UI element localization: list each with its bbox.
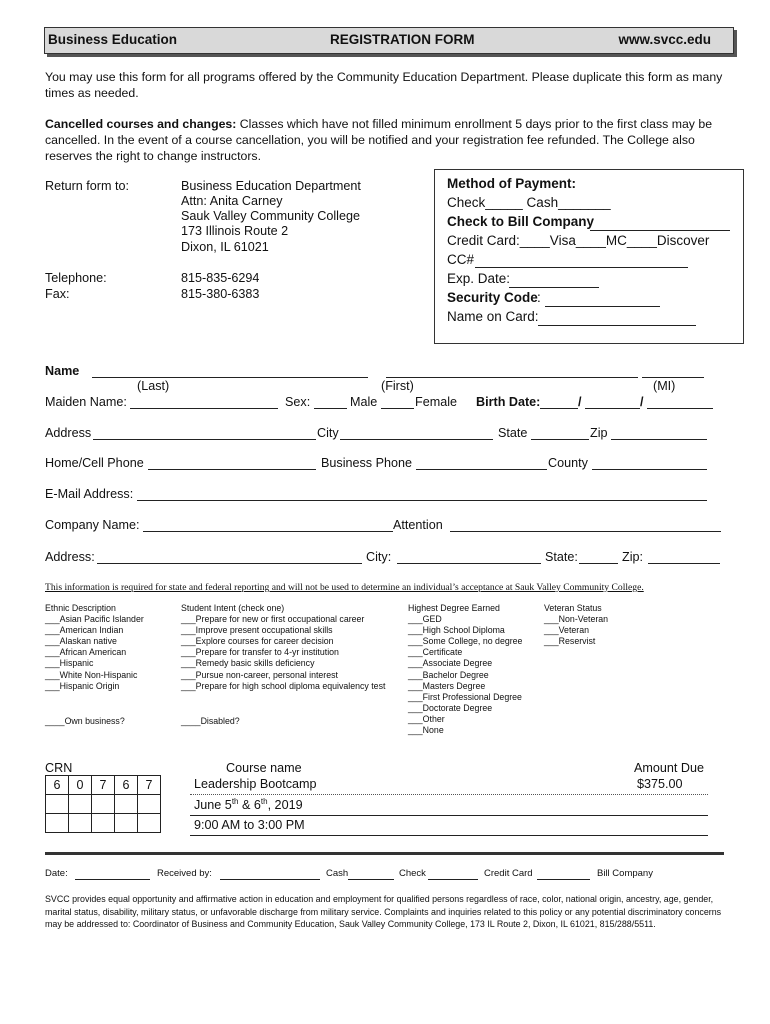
first-caption: (First) <box>381 379 414 393</box>
intent-option[interactable]: ___Pursue non-career, personal interest <box>181 669 338 680</box>
company-city-label: City: <box>366 550 392 564</box>
name-label: Name <box>45 364 80 378</box>
return-line: Sauk Valley Community College <box>181 209 360 223</box>
ethnic-option[interactable]: ___Asian Pacific Islander <box>45 614 144 625</box>
payment-security-label: Security Code <box>447 290 538 305</box>
degree-option[interactable]: ___Some College, no degree <box>408 636 523 647</box>
return-line: Dixon, IL 61021 <box>181 240 269 254</box>
crn-cell[interactable] <box>69 814 92 833</box>
intent-option[interactable]: ___Prepare for new or first occupational career <box>181 614 365 625</box>
fax-value: 815-380-6383 <box>181 287 260 301</box>
intent-option[interactable]: ___Prepare for transfer to 4-yr institution <box>181 647 339 658</box>
home-phone-label: Home/Cell Phone <box>45 456 144 470</box>
return-line: Attn: Anita Carney <box>181 194 283 208</box>
company-address-label: Address: <box>45 550 95 564</box>
business-phone-label: Business Phone <box>321 456 413 470</box>
office-bill-label: Bill Company <box>597 868 653 879</box>
company-state-label: State: <box>545 550 578 564</box>
return-label: Return form to: <box>45 179 129 193</box>
course-row-divider <box>190 815 708 816</box>
company-line[interactable] <box>143 531 393 532</box>
birth-date-label: Birth Date: <box>476 395 541 409</box>
zip-label: Zip <box>590 426 608 440</box>
intro-text: You may use this form for all programs offered by the Community Education Department. Please duplicate this form as many times as needed. <box>45 70 723 100</box>
female-line[interactable] <box>381 408 414 409</box>
security-code-line[interactable] <box>545 306 660 307</box>
veteran-option[interactable]: ___Veteran <box>544 625 590 636</box>
zip-line[interactable] <box>611 439 707 440</box>
cancellation-policy <box>45 116 735 164</box>
home-phone-line[interactable] <box>148 469 316 470</box>
return-line: Business Education Department <box>181 179 361 193</box>
degree-option[interactable]: ___Doctorate Degree <box>408 702 493 713</box>
ethnic-title: Ethnic Description <box>45 603 116 613</box>
crn-cell[interactable] <box>115 795 138 814</box>
first-name-line[interactable] <box>386 377 638 378</box>
office-date-label: Date: <box>45 868 68 879</box>
intent-option[interactable]: ___Remedy basic skills deficiency <box>181 658 315 669</box>
last-caption: (Last) <box>137 379 170 393</box>
office-credit-line[interactable] <box>537 879 590 880</box>
payment-check-cash[interactable]: Check_____ Cash_______ <box>447 195 611 210</box>
degree-section <box>408 603 522 736</box>
company-zip-label: Zip: <box>622 550 643 564</box>
exp-date-line[interactable] <box>509 287 599 288</box>
payment-cc-number-label: CC# <box>447 252 475 267</box>
veteran-option[interactable]: ___Reservist <box>544 636 596 647</box>
ethnic-option[interactable]: ___Alaskan native <box>45 636 117 647</box>
degree-title: Highest Degree Earned <box>408 603 500 613</box>
email-label: E-Mail Address: <box>45 487 134 501</box>
intent-option[interactable]: ___Improve present occupational skills <box>181 625 333 636</box>
payment-name-label: Name on Card: <box>447 309 539 324</box>
header-bar <box>44 27 734 54</box>
office-credit-label: Credit Card <box>484 868 533 879</box>
intent-section <box>181 603 385 692</box>
veteran-section <box>544 603 608 647</box>
mi-line[interactable] <box>642 377 704 378</box>
payment-bill-company[interactable]: Check to Bill Company <box>447 214 595 229</box>
crn-digit[interactable]: 0 <box>69 776 92 795</box>
ethnic-option[interactable]: ___Hispanic <box>45 658 94 669</box>
reporting-notice: This information is required for state and federal reporting and will not be used to determine an individual’s acceptance at Sauk Valley Community College. <box>45 582 644 593</box>
address-line[interactable] <box>93 439 316 440</box>
sex-label: Sex: <box>285 395 311 409</box>
crn-cell[interactable] <box>138 795 161 814</box>
crn-cell[interactable] <box>46 814 69 833</box>
crn-cell[interactable] <box>138 814 161 833</box>
degree-option[interactable]: ___Certificate <box>408 647 463 658</box>
degree-option[interactable]: ___High School Diploma <box>408 625 505 636</box>
bill-company-line[interactable] <box>590 230 730 231</box>
crn-cell[interactable] <box>92 814 115 833</box>
crn-table <box>45 775 161 833</box>
degree-option[interactable]: ___First Professional Degree <box>408 691 522 702</box>
ethnic-option[interactable]: ___White Non-Hispanic <box>45 669 138 680</box>
degree-option[interactable]: ___GED <box>408 614 442 625</box>
payment-exp-label: Exp. Date: <box>447 271 511 286</box>
course-name-label: Course name <box>226 761 302 775</box>
city-label: City <box>317 426 339 440</box>
degree-option[interactable]: ___Bachelor Degree <box>408 669 489 680</box>
crn-cell[interactable] <box>92 795 115 814</box>
course-row-divider <box>190 835 708 836</box>
business-phone-line[interactable] <box>416 469 547 470</box>
company-city-line[interactable] <box>397 563 541 564</box>
county-line[interactable] <box>592 469 707 470</box>
ethnic-option[interactable]: ___American Indian <box>45 625 124 636</box>
header-title: REGISTRATION FORM <box>330 32 475 47</box>
crn-cell[interactable] <box>115 814 138 833</box>
county-label: County <box>548 456 588 470</box>
birth-month-line[interactable] <box>540 408 578 409</box>
return-line: 173 Illinois Route 2 <box>181 224 289 238</box>
course-time[interactable]: 9:00 AM to 3:00 PM <box>194 818 305 832</box>
attention-label: Attention <box>393 518 443 532</box>
degree-option[interactable]: ___Other <box>408 713 445 724</box>
veteran-title: Veteran Status <box>544 603 602 613</box>
amount-due-label: Amount Due <box>634 761 705 775</box>
last-name-line[interactable] <box>92 377 368 378</box>
ethnic-option[interactable]: ___African American <box>45 647 127 658</box>
office-received-line[interactable] <box>220 879 320 880</box>
company-label: Company Name: <box>45 518 140 532</box>
company-state-line[interactable] <box>579 563 618 564</box>
header-url[interactable]: www.svcc.edu <box>618 32 711 47</box>
degree-option[interactable]: ___None <box>408 725 444 736</box>
crn-digit[interactable]: 7 <box>92 776 115 795</box>
intent-option[interactable]: ___Explore courses for career decision <box>181 636 334 647</box>
crn-digit[interactable]: 7 <box>138 776 161 795</box>
telephone-label: Telephone: <box>45 271 107 285</box>
veteran-option[interactable]: ___Non-Veteran <box>544 614 609 625</box>
email-line[interactable] <box>137 500 707 501</box>
ethnic-section <box>45 603 144 692</box>
birth-year-line[interactable] <box>647 408 713 409</box>
female-label: Female <box>415 395 457 409</box>
ethnic-option[interactable]: ___Hispanic Origin <box>45 680 120 691</box>
maiden-label: Maiden Name: <box>45 395 127 409</box>
state-label: State <box>498 426 528 440</box>
name-on-card-line[interactable] <box>538 325 696 326</box>
course-row-divider <box>190 794 708 795</box>
state-line[interactable] <box>531 439 589 440</box>
maiden-line[interactable] <box>130 408 278 409</box>
office-divider <box>45 852 724 855</box>
crn-digit[interactable]: 6 <box>46 776 69 795</box>
crn-cell[interactable] <box>69 795 92 814</box>
degree-option[interactable]: ___Masters Degree <box>408 680 486 691</box>
payment-credit-card[interactable]: Credit Card:____Visa____MC____Discover <box>447 233 710 248</box>
birth-day-line[interactable] <box>585 408 640 409</box>
office-received-label: Received by: <box>157 868 212 879</box>
attention-line[interactable] <box>450 531 721 532</box>
intent-title: Student Intent (check one) <box>181 603 285 613</box>
crn-label: CRN <box>45 761 73 775</box>
male-line[interactable] <box>314 408 347 409</box>
degree-option[interactable]: ___Associate Degree <box>408 658 493 669</box>
mi-caption: (MI) <box>653 379 676 393</box>
payment-title: Method of Payment: <box>447 176 577 191</box>
fax-label: Fax: <box>45 287 70 301</box>
office-check-label: Check <box>399 868 426 879</box>
crn-digit[interactable]: 6 <box>115 776 138 795</box>
office-date-line[interactable] <box>75 879 150 880</box>
intent-option[interactable]: ___Prepare for high school diploma equivalency test <box>181 680 386 691</box>
equal-opportunity-statement: SVCC provides equal opportunity and affirmative action in education and employment for qualified persons regardless of race, color, national origin, ancestry, age, gender, marital status, disability, military status, or unfavorable discharge from military service. Complaints and inquiries related to this policy or any potential discriminatory concerns may be addressed to: Coordinator of Business and Community Education, Sauk Valley Community College, 173 IL Route 2, Dixon, IL 61021, 815/288/5511. <box>45 894 722 929</box>
address-label: Address <box>45 426 92 440</box>
amount-due[interactable]: $375.00 <box>637 777 683 791</box>
telephone-value: 815-835-6294 <box>181 271 260 285</box>
company-address-line[interactable] <box>97 563 362 564</box>
payment-box: Method of Payment: Check_____ Cash_______ Check to Bill Company Credit Card:____Visa____MC____Discover CC# Exp. Date: Security Code : Name on Card: <box>434 169 744 344</box>
cancellation-lead: Cancelled courses and changes: <box>45 117 237 131</box>
company-zip-line[interactable] <box>648 563 720 564</box>
header-department: Business Education <box>48 32 178 47</box>
office-cash-label: Cash <box>326 868 349 879</box>
own-business-option[interactable]: ____Own business? <box>45 716 125 726</box>
cancellation-body: Classes which have not filled minimum enrollment 5 days prior to the first class may be cancelled. In the event of a course cancellation, you will be notified and your registration fee refunded. The College also reserves the right to change instructors. <box>45 117 713 163</box>
office-check-line[interactable] <box>428 879 478 880</box>
disabled-option[interactable]: ____Disabled? <box>181 716 240 726</box>
course-date[interactable]: June 5th & 6th, 2019 <box>194 797 303 813</box>
office-cash-line[interactable] <box>348 879 394 880</box>
course-name[interactable]: Leadership Bootcamp <box>194 777 317 791</box>
crn-cell[interactable] <box>46 795 69 814</box>
city-line[interactable] <box>340 439 493 440</box>
male-label: Male <box>350 395 378 409</box>
cc-number-line[interactable] <box>475 267 688 268</box>
